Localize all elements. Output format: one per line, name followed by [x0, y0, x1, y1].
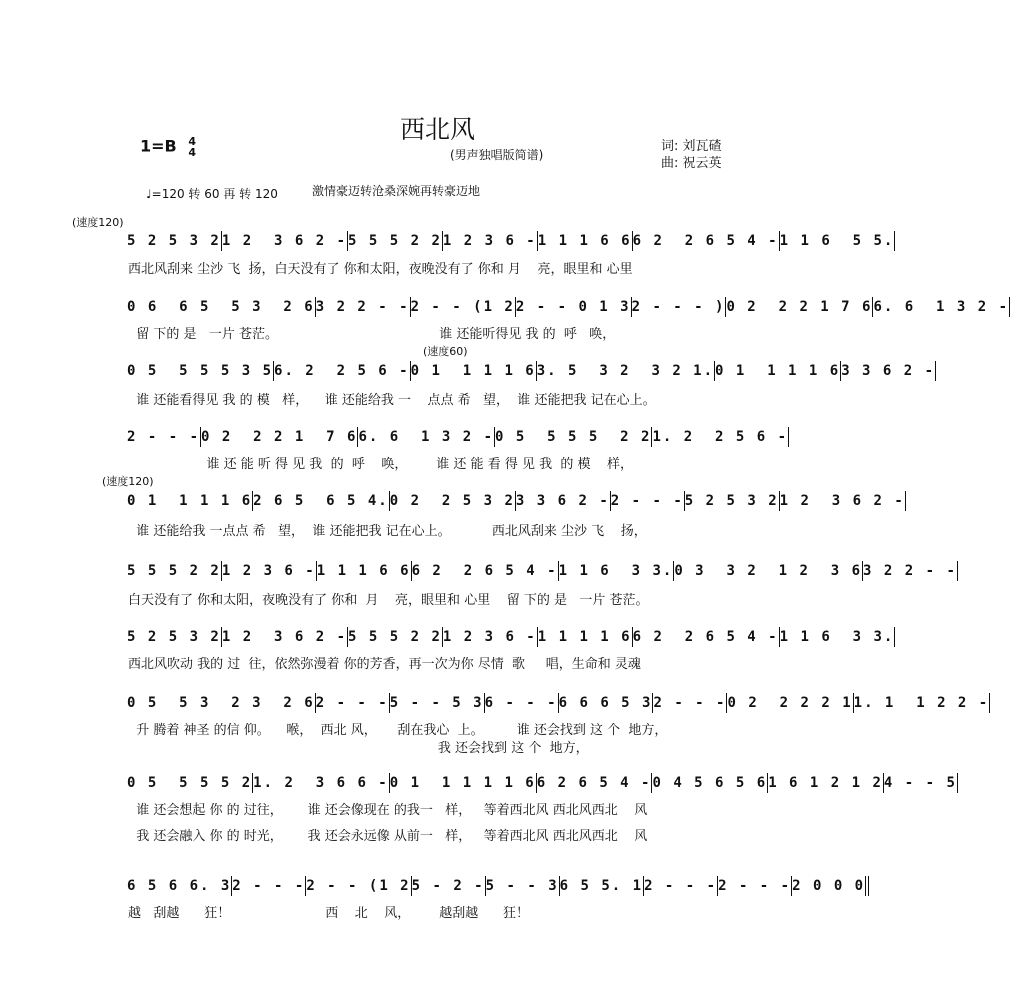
measure: 2 - - -	[718, 878, 792, 894]
measure: 2 - - -	[232, 878, 306, 894]
measure: 3 3 6 2 -	[841, 363, 936, 379]
lyricist: 词: 刘瓦碴	[661, 139, 722, 154]
measure: 0 5 5 5 5 2	[127, 775, 253, 791]
measure: 5 - - 5 3	[389, 695, 484, 711]
notation-line	[127, 231, 895, 251]
measure: 0 3 3 2 1 2 3 6	[674, 563, 863, 579]
measure: 5 2 5 3 2	[127, 233, 221, 249]
measure: 0 2 2 2 1 7 6	[726, 299, 873, 315]
song-title: 西北风	[399, 115, 475, 144]
expression-marking: 激情豪迈转沧桑深婉再转豪迈地	[312, 184, 481, 198]
time-signature	[188, 136, 196, 158]
measure: 1 2 3 6 2 -	[779, 493, 905, 509]
measure: 6 5 6 6. 3	[127, 878, 232, 894]
measure: 0 1 1 1 1 6	[715, 363, 841, 379]
measure: 1 2 3 6 -	[442, 629, 537, 645]
measure: 6 6 6 5 3	[558, 695, 653, 711]
measure: 2 - - -	[127, 429, 201, 445]
measure: 2 0 0 0	[792, 876, 869, 896]
measure: 5 2 5 3 2	[684, 493, 779, 509]
key-label: 1=B	[140, 136, 177, 156]
lyric-line: 谁 还会想起 你 的 过往， 谁 还会像现在 的我一 样， 等着西北风 西北风西北 风	[128, 803, 648, 818]
notation-line	[127, 427, 789, 447]
measure: 2 - - 0 1 3	[515, 299, 631, 315]
measure: 0 2 2 5 3 2	[389, 493, 515, 509]
lyric-line: 谁 还能给我 一点点 希 望， 谁 还能把我 记在心上。 西北风刮来 尘沙 飞 扬，	[128, 524, 647, 539]
measure: 0 1 1 1 1 1 6	[389, 775, 536, 791]
measure: 5 5 5 2 2	[348, 629, 442, 645]
measure: 2 - - - )	[631, 299, 726, 315]
measure: 0 2 2 2 2 1	[727, 695, 853, 711]
measure: 1 1 1 6 6	[316, 563, 411, 579]
notation-line	[127, 876, 866, 896]
lyric-line: 西北风吹动 我的 过 往，依然弥漫着 你的芳香，再一次为你 尽情 歌 唱，生命和 灵魂	[128, 657, 641, 672]
notation-line	[127, 693, 990, 713]
measure: 1 2 3 6 2 -	[221, 629, 348, 645]
measure: 5 5 5 2 2	[127, 563, 221, 579]
measure: 6 5 5. 1	[559, 878, 644, 894]
notation-line	[127, 561, 957, 581]
measure: 2 6 5 6 5 4.	[253, 493, 389, 509]
measure: 0 5 5 5 5 2 2	[495, 429, 652, 445]
measure: 3 2 2 - -	[863, 563, 957, 579]
measure: 6 2 2 6 5 4 -	[632, 629, 779, 645]
key-signature	[140, 136, 196, 158]
measure: 5 - 2 -	[411, 878, 485, 894]
measure: 0 6 6 5 5 3 2 6	[127, 299, 315, 315]
notation-line	[127, 773, 957, 793]
time-bottom: 4	[188, 146, 196, 159]
lyric-line: 白天没有了 你和太阳，夜晚没有了 你和 月 亮，眼里和 心里 留 下的 是 一片 苍茫。	[128, 593, 649, 608]
measure: 5 5 5 2 2	[348, 233, 442, 249]
lyric-line: 升 腾着 神圣 的信 仰。 喉， 西北 风， 刮在我心 上。 谁 还会找到 这 个 地方，	[128, 723, 668, 738]
measure: 3 2 2 - -	[315, 299, 410, 315]
measure: 6. 6 1 3 2 -	[358, 429, 495, 445]
measure: 1 2 3 6 -	[442, 233, 537, 249]
measure: 6 2 2 6 5 4 -	[632, 233, 779, 249]
measure: 6 2 2 6 5 4 -	[411, 563, 558, 579]
notation-line	[127, 361, 936, 381]
speed-marking: (速度120)	[102, 475, 154, 488]
measure: 0 1 1 1 1 6	[127, 493, 253, 509]
measure: 1 6 1 2 1 2	[768, 775, 883, 791]
measure: 1 1 1 1 6	[537, 629, 632, 645]
lyric-line: 我 还会融入 你 的 时光， 我 还会永远像 从前一 样， 等着西北风 西北风西北 风	[128, 829, 648, 844]
lyric-line: 留 下的 是 一片 苍茫。 谁 还能听得见 我 的 呼 唤，	[128, 327, 616, 342]
measure: 6. 6 1 3 2 -	[873, 299, 1010, 315]
measure: 5 - - 3	[485, 878, 559, 894]
measure: 1 1 6 5 5.	[779, 233, 895, 249]
measure: 3. 5 3 2 3 2 1.	[536, 363, 715, 379]
measure: 1 2 3 6 -	[221, 563, 316, 579]
measure: 2 - - (1 2	[306, 878, 411, 894]
measure: 1 1 6 3 3.	[558, 563, 674, 579]
time-top: 4	[188, 135, 196, 148]
measure: 0 5 5 3 2 3 2 6	[127, 695, 315, 711]
measure: 2 - - -	[644, 878, 718, 894]
lyric-line: 越 刮越 狂！ 西 北 风， 越刮越 狂！	[128, 906, 530, 921]
notation-line	[127, 627, 895, 647]
measure: 1. 2 3 6 6 -	[253, 775, 389, 791]
tempo-marking: ♩=120 转 60 再 转 120	[146, 187, 278, 201]
subtitle: (男声独唱版简谱)	[450, 148, 544, 162]
measure: 3 3 6 2 -	[515, 493, 610, 509]
lyric-line: 西北风刮来 尘沙 飞 扬，白天没有了 你和太阳，夜晚没有了 你和 月 亮，眼里和 心里	[128, 262, 633, 277]
measure: 5 2 5 3 2	[127, 629, 221, 645]
measure: 1. 1 1 2 2 -	[853, 695, 990, 711]
measure: 6. 2 2 5 6 -	[274, 363, 410, 379]
speed-marking: (速度120)	[72, 216, 124, 229]
lyric-line: 谁 还 能 听 得 见 我 的 呼 唤， 谁 还 能 看 得 见 我 的 模 样，	[128, 457, 634, 472]
measure: 0 1 1 1 1 6	[410, 363, 536, 379]
speed-marking: (速度60)	[423, 345, 468, 358]
notation-line	[127, 297, 1010, 317]
lyric-line: 谁 还能看得见 我 的 模 样， 谁 还能给我 一 点点 希 望， 谁 还能把我 记在心上。	[128, 393, 656, 408]
measure: 2 - - -	[610, 493, 684, 509]
measure: 1 1 1 6 6	[537, 233, 632, 249]
measure: 1 2 3 6 2 -	[221, 233, 348, 249]
measure: 2 - - (1 2	[410, 299, 515, 315]
measure: 0 4 5 6 5 6	[652, 775, 768, 791]
composer: 曲: 祝云英	[661, 156, 722, 171]
measure: 2 - - -	[653, 695, 727, 711]
measure: 6 2 6 5 4 -	[536, 775, 652, 791]
credits	[661, 138, 722, 172]
lyric-line: 我 还会找到 这 个 地方，	[128, 741, 589, 756]
measure: 1. 2 2 5 6 -	[652, 429, 789, 445]
measure: 6 - - -	[484, 695, 558, 711]
measure: 0 5 5 5 5 3 5	[127, 363, 274, 379]
measure: 0 2 2 2 1 7 6	[201, 429, 358, 445]
notation-line	[127, 491, 905, 511]
measure: 2 - - -	[315, 695, 389, 711]
measure: 4 - - 5	[883, 775, 957, 791]
measure: 1 1 6 3 3.	[779, 629, 895, 645]
